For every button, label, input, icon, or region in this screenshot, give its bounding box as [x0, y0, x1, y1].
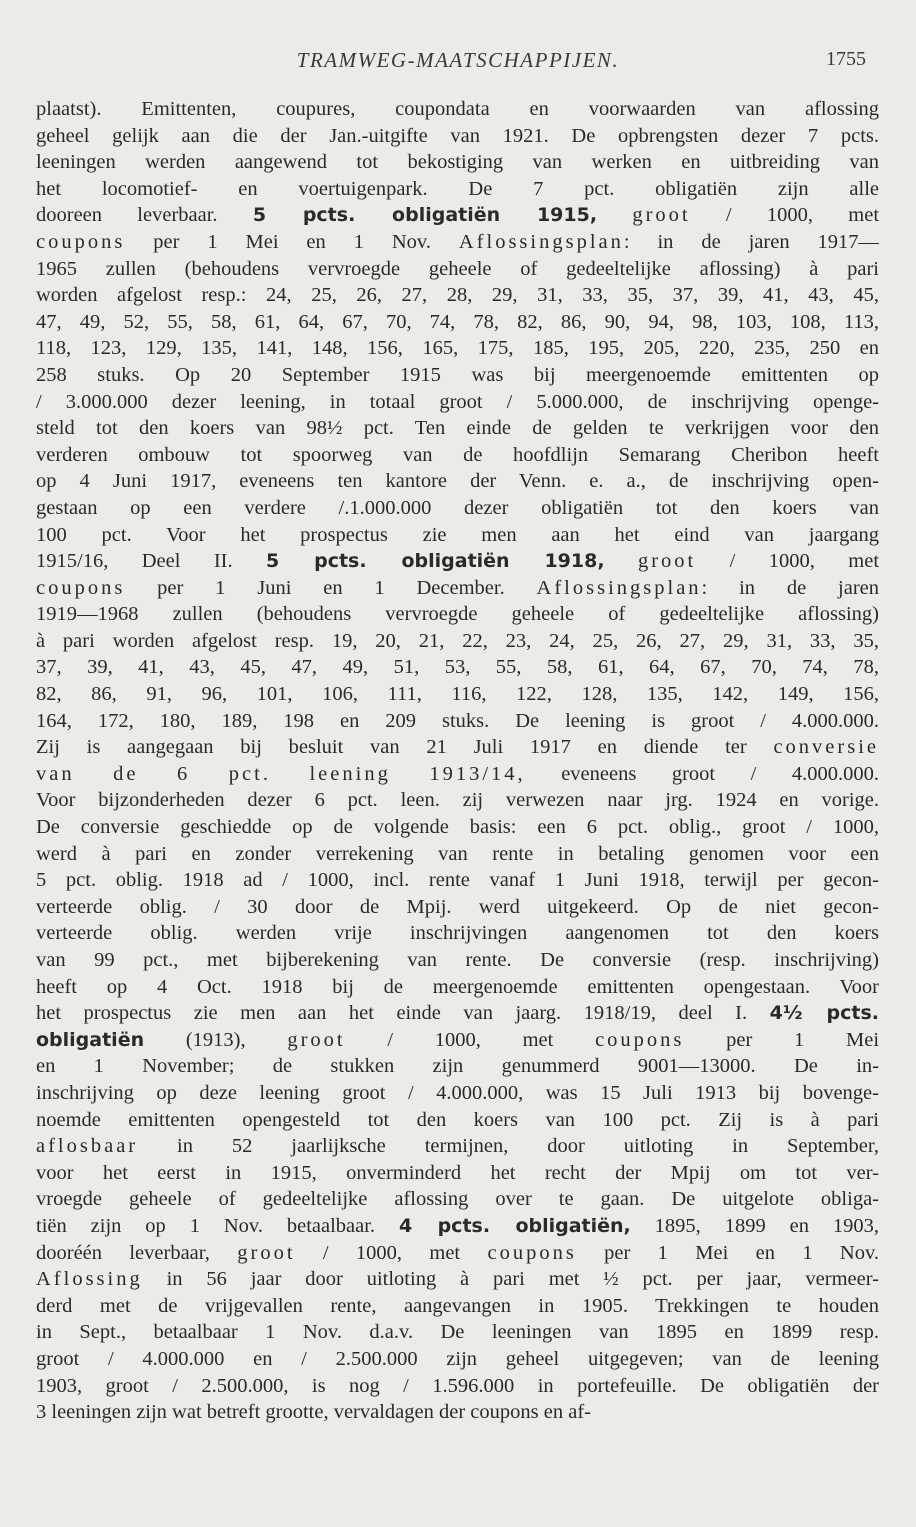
- text-line: [36, 282, 879, 309]
- bold-heading-run: 5 pcts. obligatiën 1918,: [266, 550, 605, 573]
- text-run: 1895, 1899 en 1903,: [630, 1214, 879, 1237]
- text-run: geheel gelijk aan die der Jan.-uitgifte van 1921. De opbrengsten dezer 7 pcts.: [36, 124, 879, 147]
- text-line: [36, 867, 879, 894]
- text-line: [36, 389, 879, 416]
- text-line: [36, 468, 879, 495]
- text-line: [36, 1399, 879, 1426]
- text-line: [36, 1240, 879, 1267]
- running-title: TRAMWEG-MAATSCHAPPIJEN.: [296, 48, 620, 72]
- text-run: noemde emittenten opengesteld tot den koers van 100 pct. Zij is à pari: [36, 1108, 879, 1131]
- text-run: 82, 86, 91, 96, 101, 106, 111, 116, 122, 128, 135, 142, 149, 156,: [36, 683, 879, 706]
- spaced-term-run: Aflossingsplan: [458, 230, 624, 253]
- text-line: [36, 601, 879, 628]
- text-line: [36, 575, 879, 602]
- body-text: [36, 96, 879, 1426]
- text-run: verderen ombouw tot spoorweg van de hoofdlijn Semarang Cheribon heeft: [36, 443, 879, 466]
- text-line: [36, 1293, 879, 1320]
- text-run: in Sept., betaalbaar 1 Nov. d.a.v. De leeningen van 1895 en 1899 resp.: [36, 1321, 879, 1344]
- text-line: [36, 814, 879, 841]
- text-line: [36, 1133, 879, 1160]
- text-run: 1903, groot / 2.500.000, is nog / 1.596.000 in portefeuille. De obligatiën der: [36, 1374, 879, 1397]
- text-run: groot / 4.000.000 en / 2.500.000 zijn geheel uitgegeven; van de leening: [36, 1347, 879, 1370]
- text-line: [36, 1266, 879, 1293]
- text-run: 118, 123, 129, 135, 141, 148, 156, 165, 175, 185, 195, 205, 220, 235, 250 en: [36, 337, 879, 360]
- text-run: per 1 Mei en 1 Nov.: [125, 230, 459, 253]
- text-run: op 4 Juni 1917, eveneens ten kantore der Venn. e. a., de inschrijving open-: [36, 470, 879, 493]
- text-run: 164, 172, 180, 189, 198 en 209 stuks. De leening is groot / 4.000.000.: [36, 709, 879, 732]
- text-line: [36, 1000, 879, 1027]
- text-run: 37, 39, 41, 43, 45, 47, 49, 51, 53, 55, 58, 61, 64, 67, 70, 74, 78,: [36, 656, 879, 679]
- text-run: tiën zijn op 1 Nov. betaalbaar.: [36, 1214, 399, 1237]
- text-run: / 1000, met: [690, 204, 879, 227]
- bold-heading-run: 5 pcts. obligatiën 1915,: [252, 204, 598, 227]
- text-line: [36, 761, 879, 788]
- text-run: heeft op 4 Oct. 1918 bij de meergenoemde emittenten opengestaan. Voor: [36, 975, 879, 998]
- text-run: De conversie geschiedde op de volgende basis: een 6 pct. oblig., groot / 1000,: [36, 816, 879, 839]
- spaced-term-run: coupons: [36, 230, 126, 253]
- spaced-term-run: groot: [287, 1028, 346, 1051]
- bold-heading-run: 4 pcts. obligatiën,: [398, 1214, 631, 1237]
- spaced-term-run: groot: [237, 1241, 296, 1264]
- text-run: [597, 204, 632, 226]
- text-run: 47, 49, 52, 55, 58, 61, 64, 67, 70, 74, 78, 82, 86, 90, 94, 98, 103, 108, 113,: [36, 310, 879, 333]
- text-run: 258 stuks. Op 20 September 1915 was bij meergenoemde emittenten op: [36, 363, 879, 386]
- spaced-term-run: groot: [632, 204, 691, 227]
- spaced-term-run: coupons: [36, 576, 126, 599]
- text-line: [36, 442, 879, 469]
- text-line: [36, 894, 879, 921]
- text-line: [36, 1213, 879, 1240]
- text-line: [36, 920, 879, 947]
- text-run: (1913),: [144, 1028, 288, 1051]
- text-run: werd à pari en zonder verrekening van rente in betaling genomen voor een: [36, 842, 879, 865]
- text-line: [36, 1160, 879, 1187]
- text-line: [36, 787, 879, 814]
- page-header: [36, 48, 880, 78]
- text-run: voor het eerst in 1915, onverminderd het recht der Mpij om tot ver-: [36, 1161, 879, 1184]
- spaced-term-run: coupons: [595, 1028, 685, 1051]
- text-run: in 52 jaarlijksche termijnen, door uitloting in September,: [138, 1135, 879, 1158]
- page-number: 1755: [826, 48, 866, 70]
- text-run: per 1 Mei: [684, 1028, 879, 1051]
- text-run: gestaan op een verdere /.1.000.000 dezer obligatiën tot den koers van: [36, 496, 879, 519]
- text-line: [36, 1186, 879, 1213]
- text-run: worden afgelost resp.: 24, 25, 26, 27, 28, 29, 31, 33, 35, 37, 39, 41, 43, 45,: [36, 284, 879, 307]
- text-line: [36, 176, 879, 203]
- text-line: [36, 202, 879, 229]
- text-run: 5 pct. oblig. 1918 ad / 1000, incl. rente vanaf 1 Juni 1918, terwijl per gecon-: [36, 869, 879, 892]
- text-line: [36, 1107, 879, 1134]
- text-line: [36, 362, 879, 389]
- text-line: [36, 149, 879, 176]
- text-run: verteerde oblig. / 30 door de Mpij. werd uitgekeerd. Op de niet gecon-: [36, 895, 879, 918]
- text-line: [36, 256, 879, 283]
- text-line: [36, 1319, 879, 1346]
- text-run: verteerde oblig. werden vrije inschrijvingen aangenomen tot den koers: [36, 922, 879, 945]
- text-run: 1965 zullen (behoudens vervroegde geheele of gedeeltelijke aflossing) à pari: [36, 257, 879, 280]
- text-run: inschrijving op deze leening groot / 4.000.000, was 15 Juli 1913 bij bovenge-: [36, 1081, 879, 1104]
- text-run: / 3.000.000 dezer leening, in totaal groot / 5.000.000, de inschrijving openge-: [36, 390, 879, 413]
- text-run: het locomotief- en voertuigenpark. De 7 pct. obligatiën zijn alle: [36, 177, 879, 200]
- text-line: [36, 522, 879, 549]
- text-line: [36, 974, 879, 1001]
- text-line: [36, 335, 879, 362]
- text-line: [36, 1346, 879, 1373]
- text-line: [36, 841, 879, 868]
- text-run: eveneens groot / 4.000.000.: [525, 762, 879, 785]
- text-line: [36, 495, 879, 522]
- text-run: leeningen werden aangewend tot bekostiging van werken en uitbreiding van: [36, 151, 879, 174]
- text-run: van 99 pct., met bijberekening van rente. De conversie (resp. inschrijving): [36, 949, 879, 971]
- text-run: [605, 550, 638, 572]
- text-run: : in de jaren 1917—: [623, 230, 879, 253]
- text-run: 3 leeningen zijn wat betreft grootte, vervaldagen der coupons en af-: [36, 1401, 591, 1424]
- spaced-term-run: groot: [637, 550, 697, 573]
- text-run: het prospectus zie men aan het einde van jaarg. 1918/19, deel I.: [36, 1002, 770, 1025]
- text-line: [36, 654, 879, 681]
- text-run: in 56 jaar door uitloting à pari met ½ pct. per jaar, vermeer-: [142, 1268, 879, 1291]
- text-line: [36, 548, 879, 575]
- bold-heading-run: 4½ pcts.: [769, 1002, 879, 1025]
- text-line: [36, 309, 879, 336]
- text-run: en 1 November; de stukken zijn genummerd 9001—13000. De in-: [36, 1055, 879, 1078]
- spaced-term-run: aflosbaar: [36, 1135, 139, 1158]
- text-run: steld tot den koers van 98½ pct. Ten einde de gelden te verkrijgen voor den: [36, 417, 879, 440]
- text-run: 1915/16, Deel II.: [36, 550, 266, 573]
- text-run: / 1000, met: [295, 1241, 488, 1264]
- text-run: per 1 Mei en 1 Nov.: [576, 1241, 879, 1264]
- text-run: plaatst). Emittenten, coupures, coupondata en voorwaarden van aflossing: [36, 98, 879, 120]
- text-run: dooreen leverbaar.: [36, 204, 253, 227]
- text-line: [36, 947, 879, 974]
- spaced-term-run: Aflossingsplan: [536, 576, 702, 599]
- text-run: à pari worden afgelost resp. 19, 20, 21, 22, 23, 24, 25, 26, 27, 29, 31, 33, 35,: [36, 629, 879, 652]
- spaced-term-run: Aflossing: [36, 1268, 143, 1291]
- text-run: / 1000, met: [696, 550, 879, 573]
- text-line: [36, 1080, 879, 1107]
- text-run: derd met de vrijgevallen rente, aangevangen in 1905. Trekkingen te houden: [36, 1294, 879, 1317]
- text-line: [36, 229, 879, 256]
- text-line: [36, 96, 879, 123]
- text-run: 1919—1968 zullen (behoudens vervroegde geheele of gedeeltelijke aflossing): [36, 603, 879, 626]
- text-run: / 1000, met: [345, 1028, 596, 1051]
- text-line: [36, 628, 879, 655]
- text-line: [36, 681, 879, 708]
- text-run: 100 pct. Voor het prospectus zie men aan het eind van jaargang: [36, 523, 879, 546]
- text-line: [36, 1027, 879, 1054]
- spaced-term-run: conversie: [773, 736, 879, 759]
- text-line: [36, 1373, 879, 1400]
- text-line: [36, 708, 879, 735]
- spaced-term-run: van de 6 pct. leening 1913/14,: [36, 762, 526, 785]
- text-run: : in de jaren: [701, 576, 879, 599]
- text-run: Zij is aangegaan bij besluit van 21 Juli 1917 en diende ter: [36, 736, 774, 759]
- text-run: vroegde geheele of gedeeltelijke aflossing over te gaan. De uitgelote obliga-: [36, 1188, 879, 1211]
- text-line: [36, 734, 879, 761]
- text-run: Voor bijzonderheden dezer 6 pct. leen. zij verwezen naar jrg. 1924 en vorige.: [36, 789, 879, 812]
- spaced-term-run: coupons: [487, 1241, 577, 1264]
- text-line: [36, 415, 879, 442]
- text-line: [36, 123, 879, 150]
- text-run: dooréén leverbaar,: [36, 1241, 238, 1264]
- bold-heading-run: obligatiën: [36, 1028, 145, 1051]
- text-line: [36, 1053, 879, 1080]
- text-run: per 1 Juni en 1 December.: [125, 576, 537, 599]
